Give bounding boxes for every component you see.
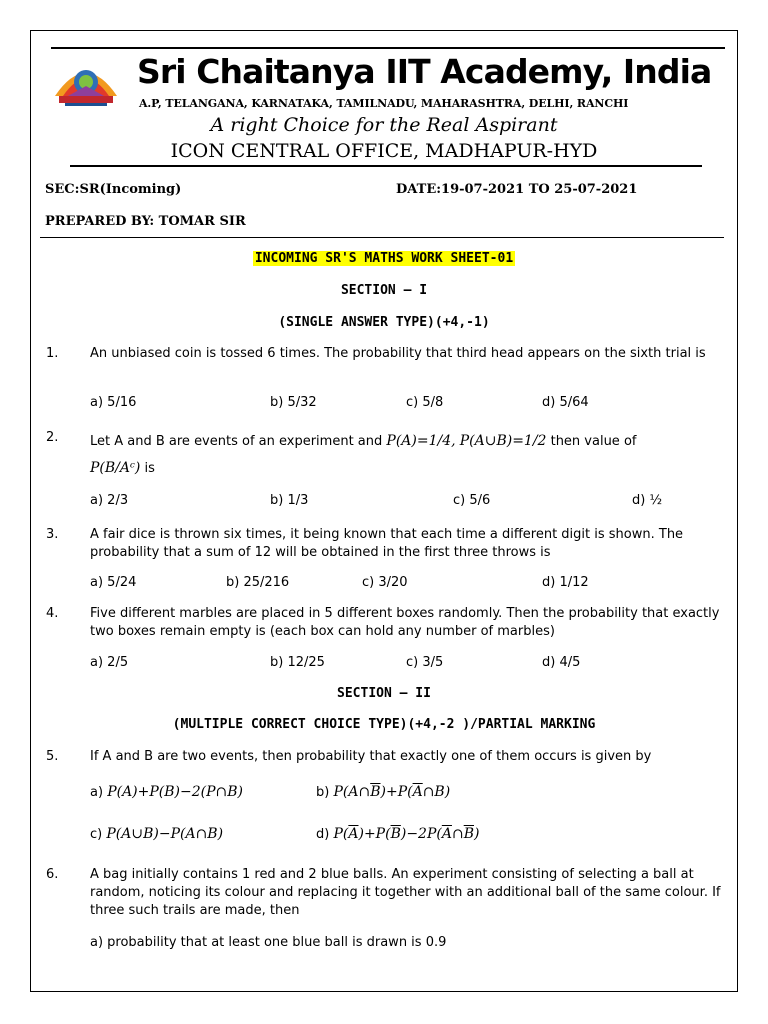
option-d: d) ½ bbox=[632, 493, 663, 508]
page-border bbox=[30, 30, 738, 992]
header-bottom-rule bbox=[70, 165, 702, 167]
option-d: d) 5/64 bbox=[542, 395, 589, 410]
option-a: a) probability that at least one blue ball is drawn is 0.9 bbox=[90, 935, 447, 950]
academy-logo-icon bbox=[51, 56, 121, 108]
option-c: c) 5/6 bbox=[453, 493, 491, 508]
option-c: c) 5/8 bbox=[406, 395, 444, 410]
academy-states: A.P, TELANGANA, KARNATAKA, TAMILNADU, MAHARASHTRA, DELHI, RANCHI bbox=[139, 97, 629, 110]
worksheet-title: INCOMING SR'S MATHS WORK SHEET-01 bbox=[254, 251, 514, 266]
date-range: DATE:19-07-2021 TO 25-07-2021 bbox=[396, 182, 638, 197]
option-c: c) P(A∪B)−P(A∩B) bbox=[90, 826, 224, 842]
option-b: b) 12/25 bbox=[270, 655, 325, 670]
section-2-type: (MULTIPLE CORRECT CHOICE TYPE)(+4,-2 )/PARTIAL MARKING bbox=[172, 717, 596, 732]
option-b: b) 1/3 bbox=[270, 493, 309, 508]
question-text: Five different marbles are placed in 5 different boxes randomly. Then the probability that exactly two boxes remain empty is (each box can hold any number of marbles) bbox=[90, 606, 720, 639]
option-a: a) 5/24 bbox=[90, 575, 137, 590]
option-a: a) 2/3 bbox=[90, 493, 129, 508]
option-d: d) 1/12 bbox=[542, 575, 589, 590]
question-text: An unbiased coin is tossed 6 times. The probability that third head appears on the sixth trial is bbox=[90, 346, 706, 361]
option-b: b) 25/216 bbox=[226, 575, 290, 590]
option-d: d) $P(\overline{A})+P(\overline{B})-2P(\overline{A}\cap\overline{B})$ bbox=[316, 826, 480, 842]
section-2-title: SECTION – II bbox=[337, 686, 431, 701]
question-number: 6. bbox=[46, 867, 59, 882]
option-b: b) $P(A\cap\overline{B})+P(\overline{A}\cap B)$ bbox=[316, 784, 451, 800]
question-number: 1. bbox=[46, 346, 59, 361]
section-1-title: SECTION – I bbox=[340, 283, 428, 298]
question-number: 2. bbox=[46, 430, 59, 445]
prepared-by: PREPARED BY: TOMAR SIR bbox=[45, 214, 246, 229]
question-number: 5. bbox=[46, 749, 59, 764]
academy-title: Sri Chaitanya IIT Academy, India bbox=[137, 52, 712, 91]
option-a: a) 5/16 bbox=[90, 395, 137, 410]
option-b: b) 5/32 bbox=[270, 395, 317, 410]
question-text: A bag initially contains 1 red and 2 blue balls. An experiment consisting of selecting a ball at random, noticing its colour and replacing it together with an additional ball of the same colour. If three such trails are made, then bbox=[90, 867, 721, 918]
option-c: c) 3/20 bbox=[362, 575, 408, 590]
header-top-rule bbox=[51, 47, 725, 49]
office-name: ICON CENTRAL OFFICE, MADHAPUR-HYD bbox=[170, 140, 598, 162]
option-a: a) 2/5 bbox=[90, 655, 129, 670]
question-text: If A and B are two events, then probability that exactly one of them occurs is given by bbox=[90, 749, 652, 764]
question-number: 4. bbox=[46, 606, 59, 621]
question-text: A fair dice is thrown six times, it being known that each time a different digit is shown. The probability that a sum of 12 will be obtained in the first three throws is bbox=[90, 527, 684, 560]
option-d: d) 4/5 bbox=[542, 655, 581, 670]
meta-rule bbox=[40, 237, 724, 238]
question-number: 3. bbox=[46, 527, 59, 542]
academy-tagline: A right Choice for the Real Aspirant bbox=[210, 114, 558, 136]
question-text: Let A and B are events of an experiment and P(A)=1/4, P(A∪B)=1/2 then value of P(B/Aᶜ) is bbox=[90, 433, 637, 476]
section-label: SEC:SR(Incoming) bbox=[45, 182, 182, 197]
section-1-type: (SINGLE ANSWER TYPE)(+4,-1) bbox=[278, 315, 490, 330]
option-c: c) 3/5 bbox=[406, 655, 444, 670]
option-a: a) P(A)+P(B)−2(P∩B) bbox=[90, 784, 244, 800]
